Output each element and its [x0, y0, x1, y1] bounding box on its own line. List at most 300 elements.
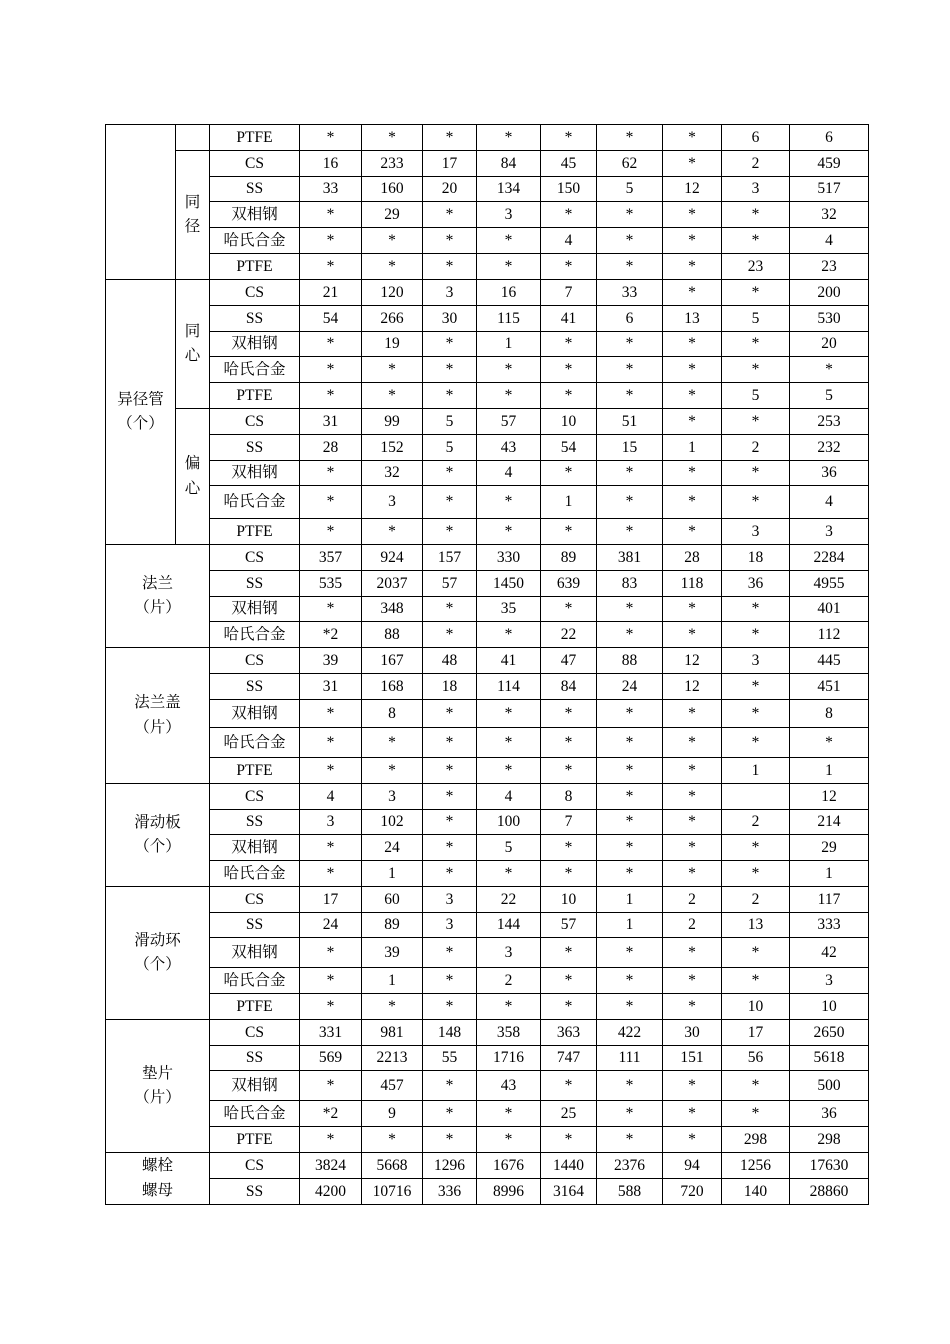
value-cell: *	[722, 622, 790, 648]
table-row	[106, 1179, 869, 1205]
value-cell: 363	[541, 1020, 597, 1046]
value-cell: *2	[300, 622, 362, 648]
value-cell: 24	[597, 674, 663, 700]
value-cell: 62	[597, 151, 663, 177]
value-cell: 30	[423, 306, 477, 332]
value-cell: *	[663, 622, 722, 648]
value-cell: 94	[663, 1153, 722, 1179]
value-cell: 422	[597, 1020, 663, 1046]
material-cell: CS	[210, 784, 300, 810]
table-row	[106, 280, 869, 306]
value-cell: *	[722, 861, 790, 887]
value-cell: 2284	[790, 545, 869, 571]
table-body	[106, 125, 869, 1205]
value-cell: 3	[790, 519, 869, 545]
value-cell: 4	[300, 784, 362, 810]
table-row	[106, 306, 869, 332]
value-cell: 57	[477, 409, 541, 435]
table-row	[106, 461, 869, 486]
value-cell: *	[362, 228, 423, 254]
value-cell: 18	[722, 545, 790, 571]
material-cell: 哈氏合金	[210, 1101, 300, 1127]
value-cell: 1440	[541, 1153, 597, 1179]
value-cell: *2	[300, 1101, 362, 1127]
value-cell: 3	[477, 938, 541, 968]
value-cell: 5618	[790, 1046, 869, 1071]
table-row	[106, 519, 869, 545]
table-row	[106, 1071, 869, 1101]
table-row	[106, 968, 869, 994]
value-cell: 36	[790, 461, 869, 486]
value-cell: 24	[300, 913, 362, 938]
value-cell: 10	[722, 994, 790, 1020]
value-cell: 28860	[790, 1179, 869, 1205]
value-cell: 157	[423, 545, 477, 571]
value-cell: *	[423, 332, 477, 357]
value-cell: *	[300, 938, 362, 968]
value-cell: 10	[541, 887, 597, 913]
material-cell: PTFE	[210, 994, 300, 1020]
value-cell: *	[722, 409, 790, 435]
value-cell: 214	[790, 810, 869, 835]
value-cell: *	[722, 938, 790, 968]
table-row	[106, 125, 869, 151]
value-cell: 31	[300, 674, 362, 700]
value-cell: *	[597, 810, 663, 835]
value-cell: 22	[541, 622, 597, 648]
value-cell: *	[362, 519, 423, 545]
value-cell: *	[663, 1071, 722, 1101]
table-row	[106, 700, 869, 728]
material-cell: SS	[210, 810, 300, 835]
value-cell: *	[300, 486, 362, 519]
table-row	[106, 202, 869, 228]
value-cell: *	[477, 1127, 541, 1153]
value-cell: *	[541, 254, 597, 280]
table-row	[106, 597, 869, 622]
material-cell: 哈氏合金	[210, 622, 300, 648]
value-cell: 500	[790, 1071, 869, 1101]
value-cell: 151	[663, 1046, 722, 1071]
material-cell: CS	[210, 887, 300, 913]
value-cell: *	[597, 519, 663, 545]
value-cell: 1	[362, 861, 423, 887]
value-cell: 2650	[790, 1020, 869, 1046]
material-cell: 双相钢	[210, 1071, 300, 1101]
value-cell: *	[790, 728, 869, 758]
value-cell: 99	[362, 409, 423, 435]
value-cell: 28	[300, 435, 362, 461]
value-cell: 569	[300, 1046, 362, 1071]
material-cell: 哈氏合金	[210, 228, 300, 254]
value-cell: 1676	[477, 1153, 541, 1179]
value-cell: *	[597, 861, 663, 887]
value-cell: 8	[541, 784, 597, 810]
value-cell: 358	[477, 1020, 541, 1046]
value-cell: *	[663, 700, 722, 728]
value-cell: *	[663, 125, 722, 151]
value-cell: *	[597, 357, 663, 383]
value-cell: 20	[790, 332, 869, 357]
table-row	[106, 177, 869, 202]
value-cell: 1716	[477, 1046, 541, 1071]
value-cell: 535	[300, 571, 362, 597]
value-cell: 5668	[362, 1153, 423, 1179]
value-cell: *	[477, 228, 541, 254]
group-label: 垫片 （片）	[106, 1020, 210, 1153]
value-cell: 17	[300, 887, 362, 913]
value-cell: 924	[362, 545, 423, 571]
material-cell: SS	[210, 435, 300, 461]
value-cell: *	[541, 1071, 597, 1101]
value-cell: *	[663, 357, 722, 383]
value-cell: *	[362, 728, 423, 758]
value-cell: *	[722, 280, 790, 306]
table-row	[106, 435, 869, 461]
value-cell: 2213	[362, 1046, 423, 1071]
material-cell: SS	[210, 177, 300, 202]
value-cell: *	[477, 758, 541, 784]
value-cell: *	[663, 486, 722, 519]
value-cell: *	[597, 1127, 663, 1153]
table-row	[106, 622, 869, 648]
value-cell: 1	[477, 332, 541, 357]
table-row	[106, 1020, 869, 1046]
value-cell: *	[477, 861, 541, 887]
group-label: 法兰盖 （片）	[106, 648, 210, 784]
table-row	[106, 648, 869, 674]
value-cell: *	[663, 810, 722, 835]
value-cell: *	[597, 835, 663, 861]
value-cell: 8996	[477, 1179, 541, 1205]
value-cell: 981	[362, 1020, 423, 1046]
value-cell: 12	[790, 784, 869, 810]
value-cell: *	[541, 357, 597, 383]
material-cell: CS	[210, 545, 300, 571]
value-cell: *	[663, 938, 722, 968]
value-cell: 88	[597, 648, 663, 674]
material-cell: CS	[210, 280, 300, 306]
value-cell: *	[597, 728, 663, 758]
material-cell: 双相钢	[210, 835, 300, 861]
value-cell: 457	[362, 1071, 423, 1101]
value-cell: *	[541, 202, 597, 228]
value-cell: 5	[477, 835, 541, 861]
value-cell: 639	[541, 571, 597, 597]
value-cell: 31	[300, 409, 362, 435]
value-cell: 9	[362, 1101, 423, 1127]
value-cell: *	[663, 835, 722, 861]
value-cell: 253	[790, 409, 869, 435]
value-cell: 22	[477, 887, 541, 913]
value-cell: 13	[663, 306, 722, 332]
value-cell: 4955	[790, 571, 869, 597]
value-cell: 445	[790, 648, 869, 674]
value-cell: 89	[541, 545, 597, 571]
material-cell: 哈氏合金	[210, 728, 300, 758]
table-row	[106, 383, 869, 409]
value-cell: *	[722, 597, 790, 622]
value-cell: 2	[722, 435, 790, 461]
table-row	[106, 1153, 869, 1179]
value-cell: 357	[300, 545, 362, 571]
value-cell: *	[722, 486, 790, 519]
material-cell: SS	[210, 1179, 300, 1205]
table-row	[106, 674, 869, 700]
value-cell: 32	[362, 461, 423, 486]
value-cell: 23	[722, 254, 790, 280]
value-cell: 23	[790, 254, 869, 280]
value-cell: *	[663, 254, 722, 280]
value-cell: *	[541, 938, 597, 968]
table-row	[106, 1046, 869, 1071]
value-cell: 16	[300, 151, 362, 177]
value-cell: 167	[362, 648, 423, 674]
value-cell: *	[423, 1101, 477, 1127]
material-cell: 双相钢	[210, 202, 300, 228]
table-row	[106, 861, 869, 887]
material-cell: SS	[210, 674, 300, 700]
value-cell: 10716	[362, 1179, 423, 1205]
value-cell: *	[541, 835, 597, 861]
value-cell: 2	[663, 913, 722, 938]
value-cell: *	[300, 202, 362, 228]
value-cell: 7	[541, 280, 597, 306]
material-cell: PTFE	[210, 758, 300, 784]
value-cell: *	[663, 409, 722, 435]
value-cell: *	[663, 1127, 722, 1153]
value-cell: *	[423, 994, 477, 1020]
value-cell: 348	[362, 597, 423, 622]
value-cell: *	[423, 357, 477, 383]
material-cell: CS	[210, 409, 300, 435]
value-cell: 2	[663, 887, 722, 913]
value-cell: *	[597, 622, 663, 648]
value-cell: 24	[362, 835, 423, 861]
group-label: 螺栓 螺母	[106, 1153, 210, 1205]
table-row	[106, 151, 869, 177]
value-cell: *	[300, 519, 362, 545]
value-cell: 8	[362, 700, 423, 728]
value-cell: *	[423, 810, 477, 835]
value-cell: 331	[300, 1020, 362, 1046]
table-row	[106, 332, 869, 357]
value-cell: 17	[722, 1020, 790, 1046]
value-cell: 16	[477, 280, 541, 306]
material-cell: PTFE	[210, 254, 300, 280]
value-cell: *	[300, 332, 362, 357]
value-cell: *	[597, 254, 663, 280]
value-cell: 114	[477, 674, 541, 700]
value-cell: 298	[722, 1127, 790, 1153]
value-cell: 4	[541, 228, 597, 254]
value-cell: 530	[790, 306, 869, 332]
value-cell: *	[477, 622, 541, 648]
material-cell: SS	[210, 571, 300, 597]
value-cell: *	[423, 968, 477, 994]
material-cell: 哈氏合金	[210, 968, 300, 994]
value-cell: 28	[663, 545, 722, 571]
value-cell: 1450	[477, 571, 541, 597]
value-cell: 6	[790, 125, 869, 151]
value-cell: 12	[663, 674, 722, 700]
value-cell: *	[300, 228, 362, 254]
value-cell: 6	[597, 306, 663, 332]
table-row	[106, 938, 869, 968]
value-cell: 84	[541, 674, 597, 700]
value-cell: *	[597, 994, 663, 1020]
value-cell: 88	[362, 622, 423, 648]
value-cell: *	[477, 700, 541, 728]
value-cell: *	[362, 254, 423, 280]
value-cell: 3	[722, 177, 790, 202]
value-cell: 1	[541, 486, 597, 519]
value-cell: *	[300, 758, 362, 784]
value-cell: *	[597, 125, 663, 151]
value-cell: *	[663, 861, 722, 887]
value-cell: *	[300, 254, 362, 280]
material-cell: CS	[210, 1020, 300, 1046]
value-cell: *	[477, 728, 541, 758]
value-cell: 3	[423, 280, 477, 306]
table-row	[106, 571, 869, 597]
value-cell: *	[722, 357, 790, 383]
value-cell: *	[300, 597, 362, 622]
value-cell: *	[541, 125, 597, 151]
table-row	[106, 545, 869, 571]
value-cell: *	[722, 674, 790, 700]
value-cell: 330	[477, 545, 541, 571]
value-cell: 100	[477, 810, 541, 835]
value-cell: *	[300, 461, 362, 486]
value-cell: *	[423, 784, 477, 810]
value-cell: 20	[423, 177, 477, 202]
value-cell: 2	[722, 810, 790, 835]
value-cell: *	[663, 994, 722, 1020]
value-cell: *	[477, 1101, 541, 1127]
value-cell: 15	[597, 435, 663, 461]
value-cell: 298	[790, 1127, 869, 1153]
value-cell: *	[722, 1101, 790, 1127]
value-cell: *	[423, 700, 477, 728]
value-cell: 200	[790, 280, 869, 306]
table-row	[106, 784, 869, 810]
value-cell: 54	[300, 306, 362, 332]
value-cell: 5	[597, 177, 663, 202]
value-cell: 3164	[541, 1179, 597, 1205]
value-cell: *	[663, 461, 722, 486]
value-cell: 3	[362, 486, 423, 519]
value-cell: *	[477, 519, 541, 545]
value-cell: 36	[722, 571, 790, 597]
material-cell: 双相钢	[210, 597, 300, 622]
value-cell: 29	[362, 202, 423, 228]
value-cell: *	[300, 994, 362, 1020]
value-cell: *	[597, 1101, 663, 1127]
value-cell: 4	[790, 486, 869, 519]
value-cell: 266	[362, 306, 423, 332]
value-cell: 102	[362, 810, 423, 835]
value-cell: 3	[790, 968, 869, 994]
value-cell: *	[541, 332, 597, 357]
material-cell: SS	[210, 913, 300, 938]
value-cell: *	[541, 1127, 597, 1153]
value-cell: 35	[477, 597, 541, 622]
value-cell: *	[423, 938, 477, 968]
value-cell: *	[362, 357, 423, 383]
material-cell: PTFE	[210, 519, 300, 545]
material-cell: SS	[210, 306, 300, 332]
value-cell: 84	[477, 151, 541, 177]
value-cell: 60	[362, 887, 423, 913]
value-cell: *	[663, 151, 722, 177]
value-cell: *	[423, 597, 477, 622]
material-cell: PTFE	[210, 383, 300, 409]
value-cell: 41	[477, 648, 541, 674]
value-cell: 57	[423, 571, 477, 597]
value-cell: 232	[790, 435, 869, 461]
value-cell: 148	[423, 1020, 477, 1046]
value-cell: 233	[362, 151, 423, 177]
value-cell: 140	[722, 1179, 790, 1205]
value-cell: *	[423, 202, 477, 228]
value-cell: 588	[597, 1179, 663, 1205]
value-cell: 5	[423, 435, 477, 461]
value-cell: *	[300, 728, 362, 758]
value-cell: *	[423, 519, 477, 545]
value-cell: *	[597, 383, 663, 409]
value-cell: 10	[790, 994, 869, 1020]
value-cell: 33	[300, 177, 362, 202]
material-cell: CS	[210, 151, 300, 177]
value-cell: *	[663, 784, 722, 810]
value-cell: *	[597, 700, 663, 728]
value-cell: *	[597, 1071, 663, 1101]
value-cell: 1	[362, 968, 423, 994]
value-cell: 45	[541, 151, 597, 177]
value-cell: 401	[790, 597, 869, 622]
value-cell: *	[790, 357, 869, 383]
value-cell: *	[423, 125, 477, 151]
value-cell: 5	[722, 383, 790, 409]
value-cell: *	[423, 1071, 477, 1101]
value-cell: *	[362, 1127, 423, 1153]
value-cell: 55	[423, 1046, 477, 1071]
value-cell: 36	[790, 1101, 869, 1127]
value-cell: 747	[541, 1046, 597, 1071]
value-cell: 1296	[423, 1153, 477, 1179]
table-row	[106, 810, 869, 835]
material-cell: 双相钢	[210, 332, 300, 357]
value-cell: *	[541, 519, 597, 545]
value-cell: *	[597, 938, 663, 968]
group-label: 异径管（个）	[106, 280, 176, 545]
subgroup-label: 同径	[176, 151, 210, 280]
value-cell: *	[300, 1127, 362, 1153]
value-cell: 160	[362, 177, 423, 202]
value-cell: *	[423, 728, 477, 758]
value-cell: 19	[362, 332, 423, 357]
value-cell: 39	[300, 648, 362, 674]
value-cell: 2	[477, 968, 541, 994]
group-label: 滑动环 （个）	[106, 887, 210, 1020]
value-cell: 54	[541, 435, 597, 461]
table-row	[106, 887, 869, 913]
value-cell: *	[541, 758, 597, 784]
table-row	[106, 409, 869, 435]
value-cell: *	[477, 994, 541, 1020]
material-cell: SS	[210, 1046, 300, 1071]
